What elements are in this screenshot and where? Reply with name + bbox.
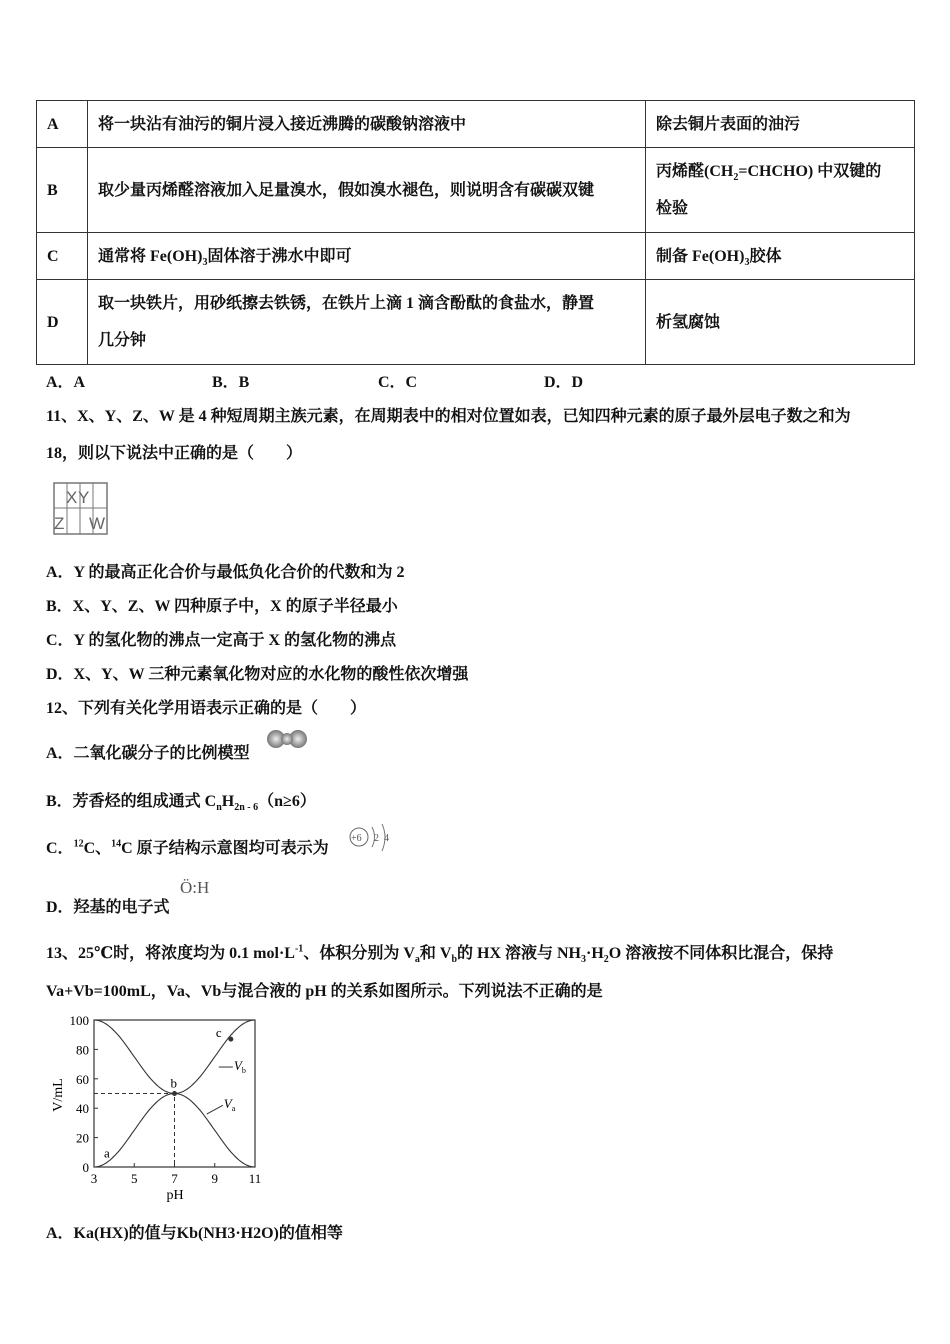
t: n (216, 802, 222, 814)
t: +6 (351, 833, 362, 844)
option[interactable]: B．B (212, 374, 250, 391)
q11-option-b[interactable]: B．X、Y、Z、W 四种原子中，X 的原子半径最小 (46, 598, 398, 615)
t: 12 (73, 838, 84, 850)
hydroxyl-formula: Ö:H (180, 878, 210, 897)
q13-option-a[interactable]: A．Ka(HX)的值与Kb(NH3·H2O)的值相等 (46, 1225, 343, 1242)
point-c (228, 1037, 233, 1042)
y-axis-label: V/mL (51, 1078, 66, 1112)
table-row (37, 233, 915, 280)
element-x: X (66, 488, 78, 507)
t: 2n - 6 (234, 802, 259, 814)
point-label-a: a (104, 1145, 110, 1161)
co2-model-icon (265, 728, 309, 750)
q12-option-b[interactable] (46, 788, 316, 814)
t: O 溶液按不同体积比混合，保持 (608, 945, 834, 962)
element-z: Z (54, 514, 65, 533)
t: 制备 Fe(OH) (656, 247, 745, 265)
q12-option-a[interactable]: A．二氧化碳分子的比例模型 (46, 745, 250, 762)
row-method: 取少量丙烯醛溶液加入足量溴水，假如溴水褪色，则说明含有碳碳双键 (88, 148, 646, 233)
element-w: W (89, 514, 106, 533)
row-purpose: 析氢腐蚀 (646, 280, 915, 365)
q11-stem: 18，则以下说法中正确的是（ ） (46, 445, 303, 462)
q10-options (46, 369, 710, 392)
t: C 原子结构示意图均可表示为 (121, 840, 329, 857)
y-tick-label: 20 (76, 1130, 89, 1146)
q11-stem: 11、X、Y、Z、W 是 4 种短周期主族元素，在周期表中的相对位置如表，已知四种元素的原子最外层电子数之和为 (46, 408, 851, 425)
volume-ph-chart (40, 1005, 280, 1205)
x-tick-label: 11 (248, 1171, 262, 1186)
q12-option-c[interactable] (46, 835, 329, 858)
option[interactable]: D．D (544, 374, 584, 391)
point-label-b: b (170, 1075, 177, 1091)
va-leader (207, 1105, 223, 1114)
q12-stem: 12、下列有关化学用语表示正确的是（ ） (46, 700, 367, 717)
row-key: B (37, 148, 88, 233)
row-purpose: 除去铜片表面的油污 (646, 101, 915, 148)
t: 固体溶于沸水中即可 (207, 247, 352, 265)
t: 4 (384, 833, 389, 844)
t: -1 (294, 943, 304, 955)
element-y: Y (78, 488, 90, 507)
option[interactable]: C．C (378, 374, 418, 391)
t: H (221, 793, 235, 810)
t: 3 (581, 954, 587, 966)
t: 3 (744, 256, 750, 268)
t: 3 (202, 256, 208, 268)
row-purpose (646, 148, 915, 233)
t: =CHCHO) 中双键的 (738, 163, 882, 180)
t: ·H (586, 945, 604, 962)
t: C、 (83, 840, 112, 857)
t: 通常将 Fe(OH) (98, 247, 203, 265)
y-tick-label: 60 (76, 1071, 89, 1087)
t: 2 (374, 833, 379, 844)
option[interactable]: A．A (46, 374, 86, 391)
periodic-table-fragment (53, 482, 109, 536)
table-row (37, 101, 915, 148)
t: a (414, 954, 420, 966)
vb-label: $V_b$ (233, 1057, 246, 1075)
q11-option-d[interactable]: D．X、Y、W 三种元素氧化物对应的水化物的酸性依次增强 (46, 666, 469, 683)
table-row (37, 280, 915, 365)
t: 14 (111, 838, 122, 850)
point-b (172, 1091, 177, 1096)
t: B．芳香烃的组成通式 C (46, 793, 217, 810)
x-tick-label: 5 (131, 1171, 138, 1186)
y-tick-label: 40 (76, 1101, 89, 1117)
point-label-c: c (215, 1025, 222, 1041)
x-axis-label: pH (166, 1188, 184, 1203)
x-tick-label: 3 (90, 1171, 98, 1186)
row-method (88, 233, 646, 280)
x-tick-label: 7 (171, 1171, 178, 1186)
t: 丙烯醛(CH (656, 163, 734, 180)
y-tick-label: 80 (76, 1042, 89, 1058)
t: 2 (603, 954, 609, 966)
y-tick-label: 100 (69, 1013, 89, 1028)
va-label: $V_a$ (223, 1096, 236, 1114)
t: 13、25℃时，将浓度均为 0.1 mol·L (46, 945, 295, 962)
t: 胶体 (749, 247, 782, 265)
t: 2 (733, 172, 739, 184)
t: 检验 (656, 200, 689, 217)
row-key: D (37, 280, 88, 365)
t: 和 V (419, 945, 452, 962)
t: 、体积分别为 V (303, 945, 415, 962)
va-sub: a (231, 1104, 236, 1114)
experiment-table (36, 100, 915, 365)
t: b (451, 954, 457, 966)
t: 的 HX 溶液与 NH (457, 945, 582, 962)
vb-sub: b (241, 1065, 246, 1075)
x-tick-label: 9 (211, 1171, 218, 1186)
row-purpose (646, 233, 915, 280)
q11-option-c[interactable]: C．Y 的氢化物的沸点一定高于 X 的氢化物的沸点 (46, 632, 397, 649)
q11-option-a[interactable]: A．Y 的最高正化合价与最低负化合价的代数和为 2 (46, 564, 405, 581)
q13-stem (46, 940, 834, 966)
row-method (88, 280, 646, 365)
row-key: C (37, 233, 88, 280)
carbon-atom-diagram-icon (348, 822, 392, 854)
row-key: A (37, 101, 88, 148)
y-tick-label: 0 (82, 1160, 89, 1175)
t: （n≥6） (258, 793, 316, 810)
row-method: 将一块沾有油污的铜片浸入接近沸腾的碳酸钠溶液中 (88, 101, 646, 148)
t: 几分钟 (98, 332, 147, 349)
t: 取一块铁片，用砂纸擦去铁锈，在铁片上滴 1 滴含酚酞的食盐水，静置 (98, 295, 595, 312)
table-row (37, 148, 915, 233)
q13-stem: Va+Vb=100mL，Va、Vb与混合液的 pH 的关系如图所示。下列说法不正确的是 (46, 983, 603, 1000)
q12-option-d[interactable]: D．羟基的电子式 (46, 899, 170, 916)
t: C． (46, 840, 74, 857)
